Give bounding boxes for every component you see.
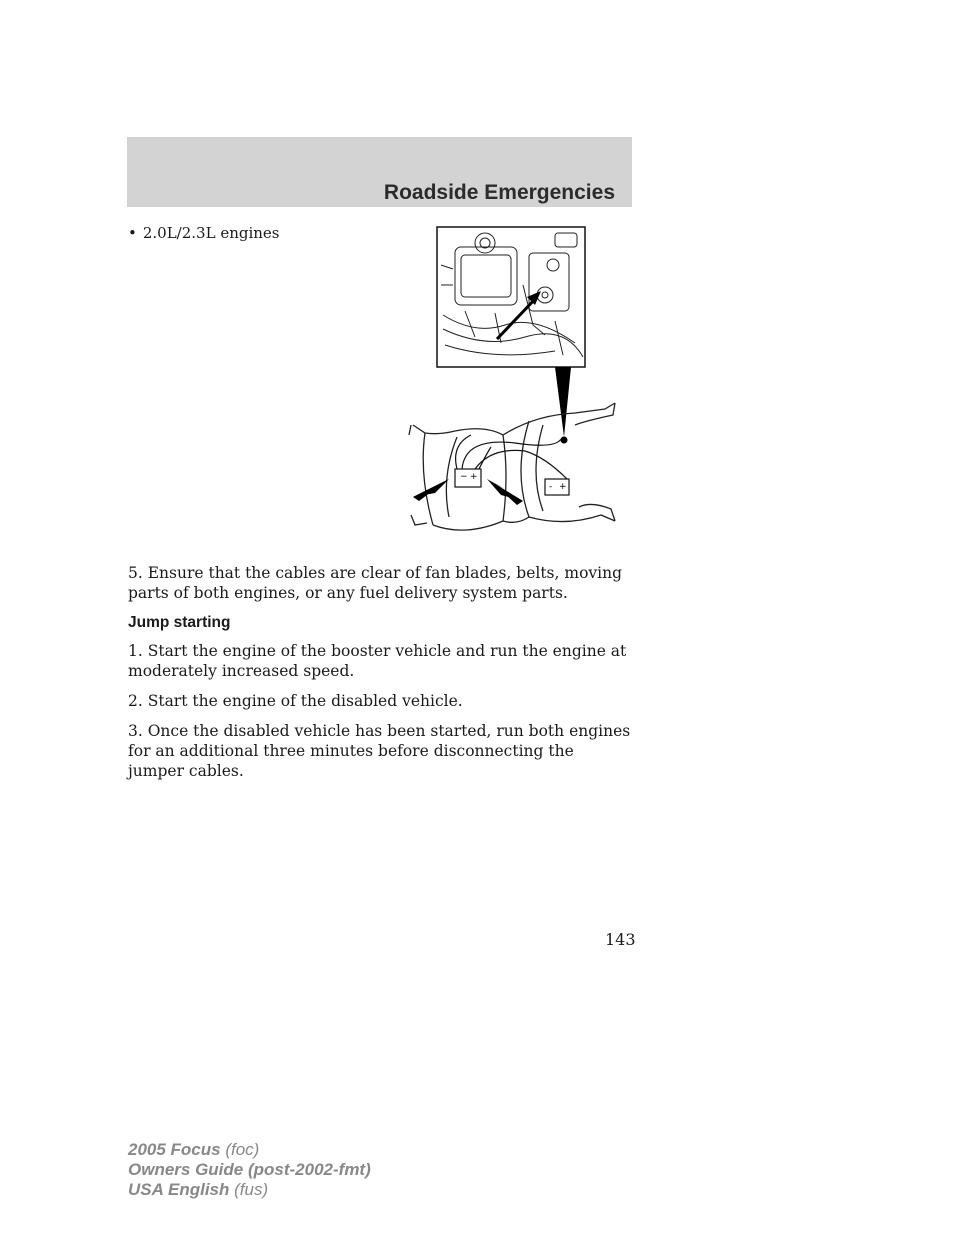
battery-right-minus: - bbox=[549, 482, 553, 492]
footer-language-code: (fus) bbox=[234, 1180, 269, 1199]
section-title: Roadside Emergencies bbox=[383, 181, 615, 204]
footer-line-1 bbox=[128, 1140, 371, 1160]
jump-step-2: 2. Start the engine of the disabled vehicle. bbox=[128, 692, 463, 710]
battery-left-plus: + bbox=[470, 472, 478, 482]
battery-right bbox=[545, 479, 569, 495]
ground-point bbox=[561, 437, 568, 444]
footer-guide: Owners Guide (post-2002-fmt) bbox=[128, 1160, 371, 1179]
jump-starting-heading: Jump starting bbox=[128, 614, 231, 631]
jump-step-1: 1. Start the engine of the booster vehicle and run the engine at moderately increased speed. bbox=[128, 642, 627, 680]
page-number: 143 bbox=[605, 930, 636, 949]
header-band bbox=[127, 137, 632, 207]
body-text bbox=[128, 563, 633, 791]
footer-language: USA English bbox=[128, 1180, 230, 1199]
bullet-text: 2.0L/2.3L engines bbox=[142, 224, 280, 242]
engine-bay-inset bbox=[437, 227, 585, 367]
footer-line-3 bbox=[128, 1180, 371, 1200]
jump-start-illustration bbox=[405, 225, 630, 545]
footer bbox=[128, 1140, 371, 1200]
footer-model: 2005 Focus bbox=[128, 1140, 221, 1159]
bullet-symbol: • bbox=[128, 224, 137, 242]
pointer-wedge bbox=[555, 367, 571, 437]
jump-step-3: 3. Once the disabled vehicle has been started, run both engines for an additional three minutes before disconnecting the jumper cables. bbox=[128, 722, 631, 780]
battery-left-minus: − bbox=[460, 472, 468, 482]
battery-left bbox=[455, 469, 481, 487]
footer-line-2 bbox=[128, 1160, 371, 1180]
footer-model-code: (foc) bbox=[225, 1140, 260, 1159]
battery-right-plus: + bbox=[559, 482, 567, 492]
bullet-item bbox=[128, 224, 280, 242]
step-5-paragraph: 5. Ensure that the cables are clear of fan blades, belts, moving parts of both engines, or any fuel delivery system parts. bbox=[128, 564, 623, 602]
